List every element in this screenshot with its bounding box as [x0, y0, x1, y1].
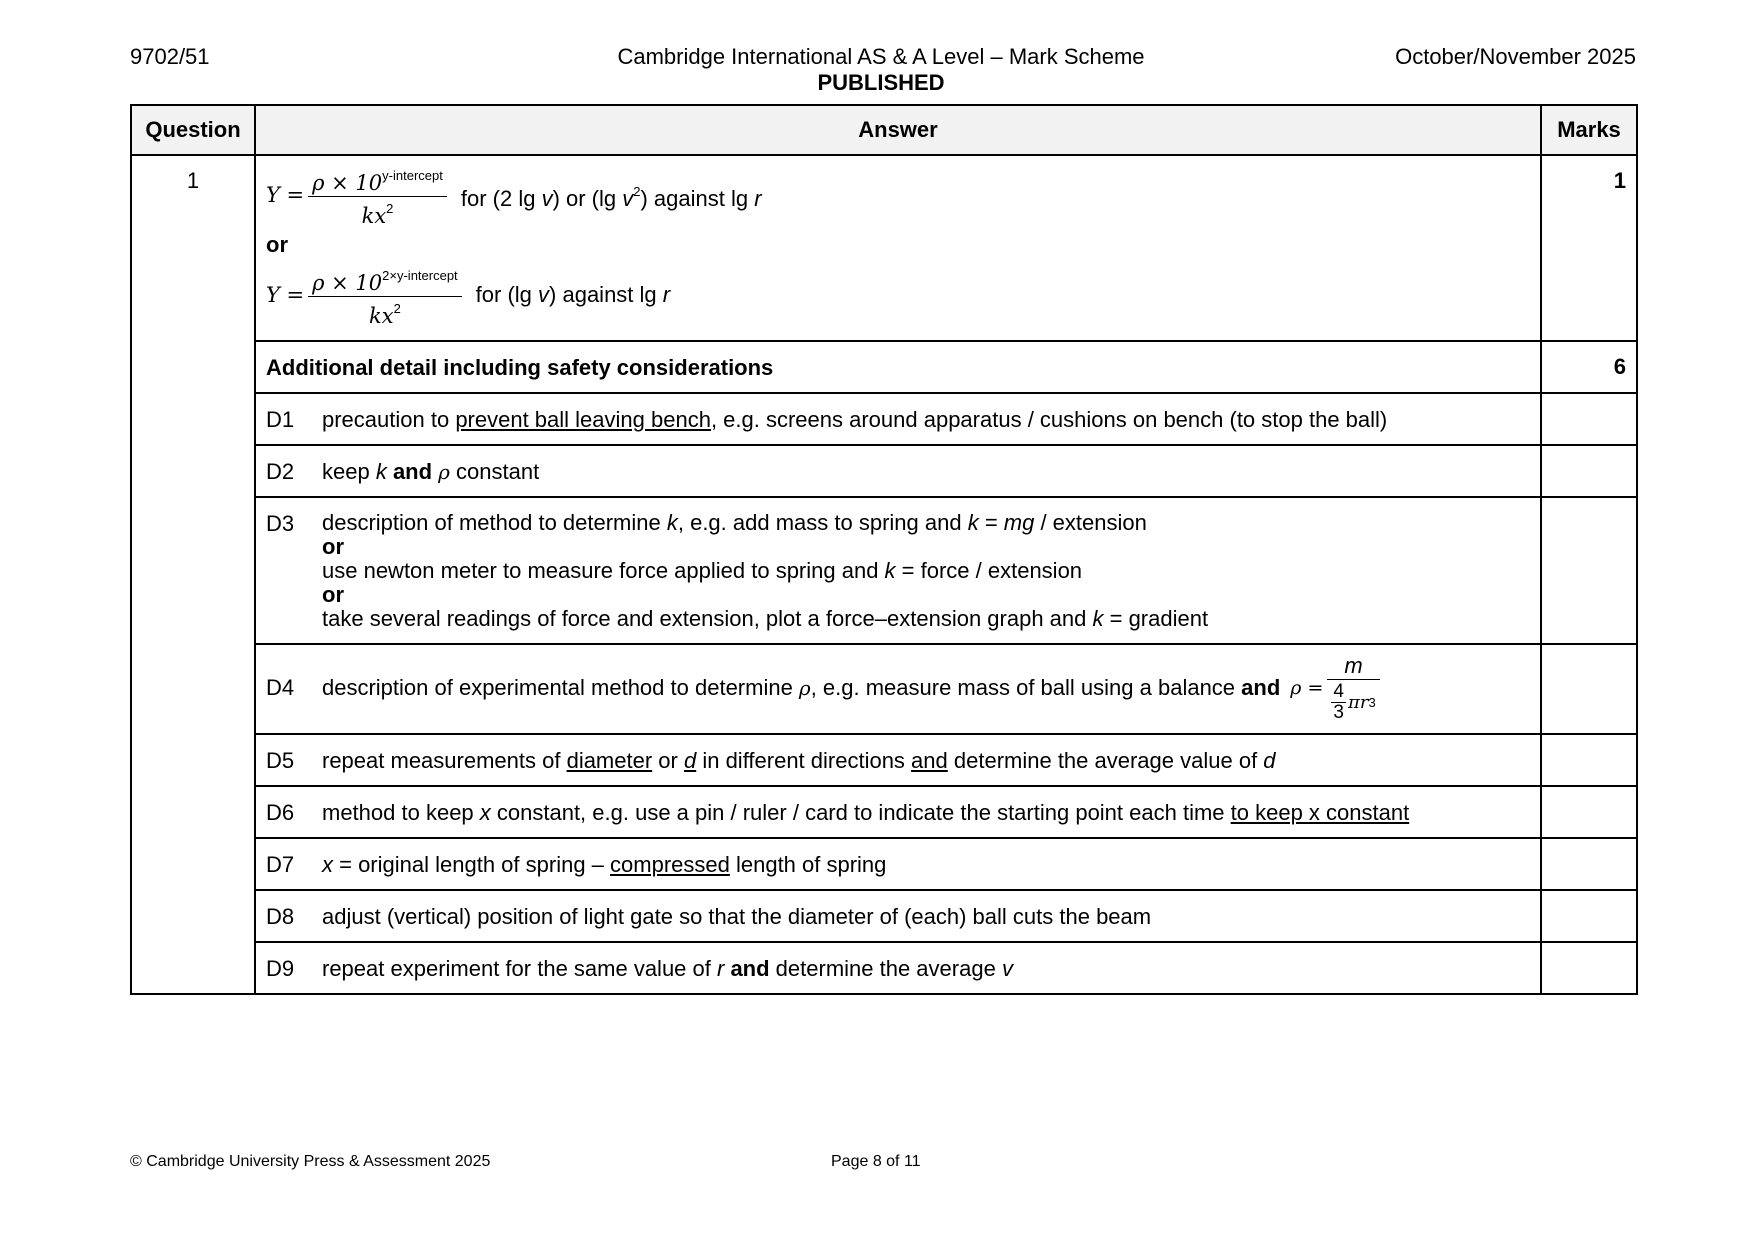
marking-point-d9: D9 repeat experiment for the same value of r and determine the average v: [255, 942, 1541, 994]
equation-1-lhs: Y =: [266, 183, 305, 207]
marking-point-code: D4: [266, 675, 295, 700]
equation-2-description: for (lg v) against lg r: [475, 282, 671, 307]
marking-point-code: D8: [266, 904, 295, 929]
table-row: [131, 786, 1637, 838]
table-row: [131, 445, 1637, 497]
marks-cell: [1541, 942, 1637, 994]
marks-cell: [1541, 445, 1637, 497]
table-row: [131, 155, 1637, 341]
equation-2-denominator: kx: [369, 303, 394, 328]
equation-answer-cell: [255, 155, 1541, 341]
marks-cell: [1541, 890, 1637, 942]
equation-2-denominator-exponent: 2: [393, 300, 401, 316]
marks-column-header: Marks: [1541, 105, 1637, 155]
marking-point-d4: D4 description of experimental method to determine ρ, e.g. measure mass of ball using a balance and ρ = m $\frac{4}{3}$ πr 3: [255, 644, 1541, 734]
equation-2-numerator: ρ × 10: [312, 270, 383, 295]
equation-1: [266, 162, 1530, 228]
table-row: [131, 644, 1637, 734]
marking-point-code: D6: [266, 800, 295, 825]
marking-point-code: D2: [266, 459, 295, 484]
marks-cell: [1541, 734, 1637, 786]
marking-point-d5: D5 repeat measurements of diameter or d in different directions and determine the average value of d: [255, 734, 1541, 786]
document-title: Cambridge International AS & A Level – Mark Scheme: [617, 44, 1145, 69]
paper-code: 9702/51: [130, 44, 210, 69]
table-row: [131, 838, 1637, 890]
marking-point-code: D1: [266, 407, 295, 432]
table-row: [131, 890, 1637, 942]
marking-point-code: D9: [266, 956, 295, 981]
exam-session: October/November 2025: [1395, 44, 1636, 69]
equation-1-denominator: kx: [361, 203, 387, 228]
table-row: [131, 497, 1637, 644]
marking-point-d3: D3 description of method to determine k, e.g. add mass to spring and k = mg / extension or use newton meter to measure force applied to spring and k = force / extension or take several readings of force and extension, plot a force–extension graph and k = gradient: [255, 497, 1541, 644]
table-row: [131, 734, 1637, 786]
marks-cell: [1541, 786, 1637, 838]
marking-point-code: D3: [266, 511, 295, 536]
published-label: PUBLISHED: [817, 70, 945, 95]
marks-cell: [1541, 644, 1637, 734]
equation-1-exponent: y-intercept: [382, 167, 443, 183]
marking-point-d2: D2 keep k and ρ constant: [255, 445, 1541, 497]
marks-cell: [1541, 838, 1637, 890]
or-separator: or: [266, 232, 288, 257]
copyright-notice: © Cambridge University Press & Assessment 2025: [130, 1153, 491, 1170]
marking-point-d1: D1 precaution to prevent ball leaving bench, e.g. screens around apparatus / cushions on bench (to stop the ball): [255, 393, 1541, 445]
marks-cell: 6: [1541, 341, 1637, 393]
equation-2-lhs: Y =: [266, 283, 305, 307]
page-number: Page 8 of 11: [831, 1153, 921, 1170]
equation-1-numerator: ρ × 10: [312, 170, 383, 195]
equation-1-fraction: [308, 163, 447, 228]
density-equation: ρ = m $\frac{4}{3}$ πr 3: [1290, 653, 1379, 723]
marking-point-code: D5: [266, 748, 295, 773]
equation-2-exponent: 2×y-intercept: [382, 267, 458, 283]
mark-scheme-table: [130, 104, 1638, 995]
equation-1-denominator-exponent: 2: [386, 200, 394, 216]
marks-cell: [1541, 497, 1637, 644]
question-number: 1: [131, 155, 255, 994]
table-row: [131, 942, 1637, 994]
marking-point-d8: D8 adjust (vertical) position of light gate so that the diameter of (each) ball cuts the beam: [255, 890, 1541, 942]
marking-point-d6: D6 method to keep x constant, e.g. use a pin / ruler / card to indicate the starting point each time to keep x constant: [255, 786, 1541, 838]
marks-cell: 1: [1541, 155, 1637, 341]
equation-2-fraction: [308, 263, 462, 328]
equation-1-description: for (2 lg v) or (lg $v^2$) against lg r: [460, 183, 762, 211]
question-column-header: Question: [131, 105, 255, 155]
table-header-row: [131, 105, 1637, 155]
marks-cell: [1541, 393, 1637, 445]
marking-point-code: D7: [266, 852, 295, 877]
equation-2: [266, 262, 1530, 328]
marking-point-d7: D7 x = original length of spring – compressed length of spring: [255, 838, 1541, 890]
additional-detail-heading: Additional detail including safety considerations: [255, 341, 1541, 393]
table-row: [131, 341, 1637, 393]
answer-column-header: Answer: [255, 105, 1541, 155]
table-row: [131, 393, 1637, 445]
